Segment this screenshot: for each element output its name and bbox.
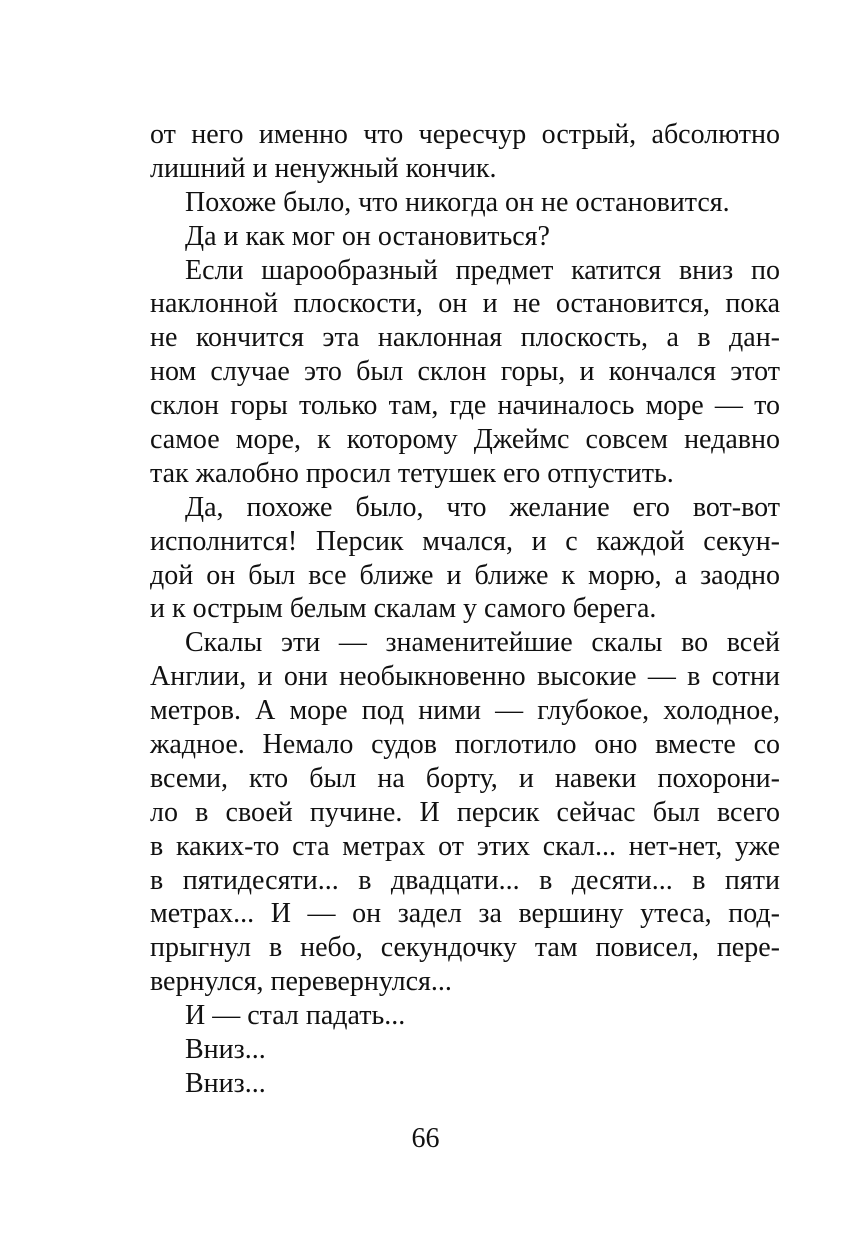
text-line: ло в своей пучине. И персик сейчас был всего — [150, 796, 780, 828]
text-line: прыгнул в небо, секундочку там повисел, пере- — [150, 932, 780, 964]
text-line: Вниз... — [185, 1067, 266, 1099]
text-line: в каких-то ста метрах от этих скал... нет-нет, уже — [150, 830, 780, 862]
text-line: ном случае это был склон горы, и кончался этот — [150, 356, 780, 388]
text-line: не кончится эта наклонная плоскость, а в дан- — [150, 322, 780, 354]
text-line: Похоже было, что никогда он не остановится. — [185, 186, 730, 218]
text-line: Англии, и они необыкновенно высокие — в сотни — [150, 661, 780, 693]
text-line: Да, похоже было, что желание его вот-вот — [185, 491, 780, 523]
page-number: 66 — [411, 1123, 440, 1154]
text-line: в пятидесяти... в двадцати... в десяти... в пяти — [150, 864, 780, 896]
text-line: Вниз... — [185, 1034, 266, 1066]
text-line: вернулся, перевернулся... — [150, 966, 452, 998]
text-line: всеми, кто был на борту, и навеки похорони- — [150, 762, 780, 794]
text-line: Если шарообразный предмет катится вниз по — [185, 254, 780, 286]
text-line: дой он был все ближе и ближе к морю, а заодно — [150, 559, 780, 591]
body-text — [150, 118, 780, 1101]
text-line: так жалобно просил тетушек его отпустить. — [150, 457, 674, 489]
text-line: исполнится! Персик мчался, и с каждой секун- — [150, 525, 780, 557]
text-line: наклонной плоскости, он и не остановится, пока — [150, 288, 780, 320]
text-line: и к острым белым скалам у самого берега. — [150, 593, 657, 625]
text-line: Скалы эти — знаменитейшие скалы во всей — [185, 627, 780, 659]
text-line: И — стал падать... — [185, 1000, 406, 1032]
text-line: склон горы только там, где начиналось море — то — [150, 390, 780, 422]
text-line: Да и как мог он остановиться? — [185, 220, 550, 252]
text-line: от него именно что чересчур острый, абсолютно — [150, 119, 780, 150]
text-line: жадное. Немало судов поглотило оно вместе со — [150, 729, 780, 761]
text-line: метров. А море под ними — глубокое, холодное, — [150, 695, 780, 727]
text-line: самое море, к которому Джеймс совсем недавно — [150, 424, 780, 456]
text-line: метрах... И — он задел за вершину утеса, под- — [150, 898, 780, 930]
text-line: лишний и ненужный кончик. — [150, 152, 497, 184]
